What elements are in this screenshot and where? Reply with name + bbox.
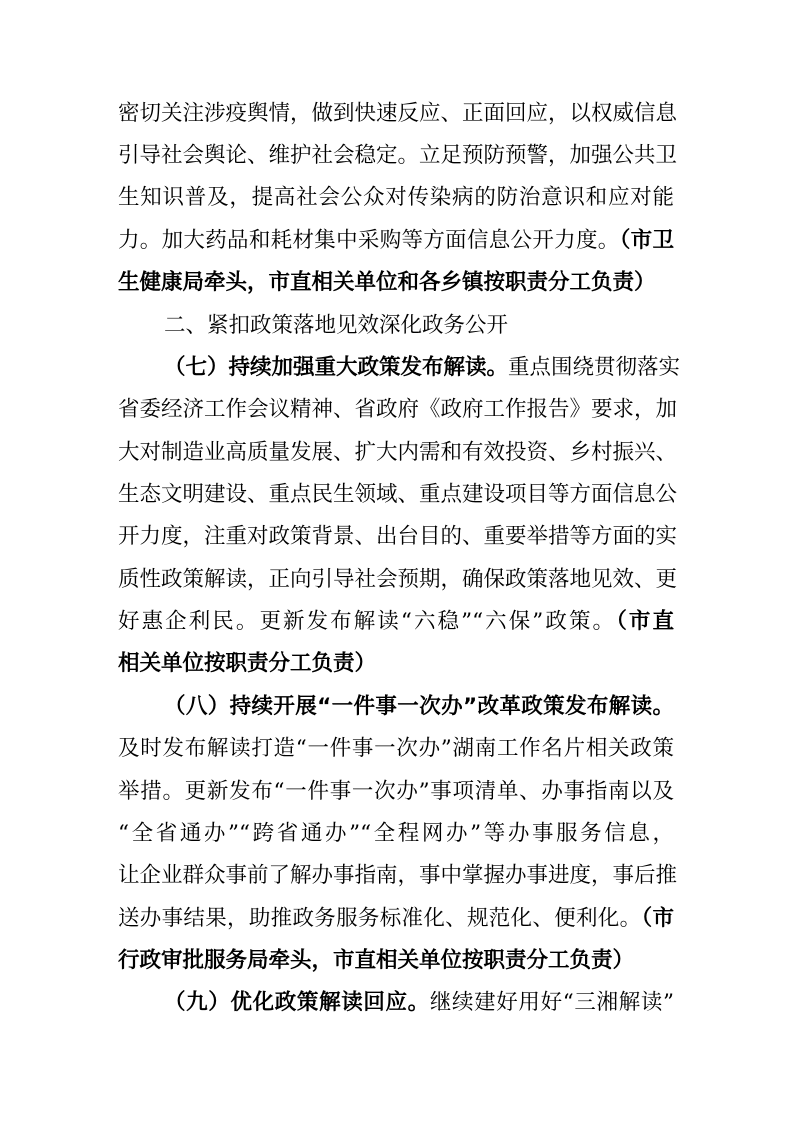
text-line — [164, 355, 681, 381]
text-segment: 生知识普及，提高社会公众对传染病的防治意识和应对能 — [118, 185, 674, 210]
text-segment: 二、紧扣政策落地见效深化政务公开 — [164, 313, 509, 338]
text-line — [118, 779, 674, 805]
text-segment: 力。加大药品和耗材集中采购等方面信息公开力度。 — [118, 228, 620, 253]
text-segment: 开力度，注重对政策背景、出台目的、重要举措等方面的实 — [118, 524, 678, 549]
text-segment-bold: （市 — [641, 906, 674, 931]
text-segment: 让企业群众事前了解办事指南，事中掌握办事进度，事后推 — [118, 863, 678, 888]
text-segment: “全省通办”“跨省通办”“全程网办”等办事服务信息， — [118, 821, 674, 846]
text-line — [118, 440, 678, 466]
text-line — [118, 143, 678, 169]
text-segment: 引导社会舆论、维护社会稳定。立足预防预警，加强公共卫 — [118, 143, 678, 168]
text-line — [118, 482, 678, 508]
text-line — [118, 863, 678, 889]
text-segment-bold: （市卫 — [619, 228, 674, 253]
text-line — [118, 609, 674, 635]
text-segment: 生态文明建设、重点民生领域、重点建设项目等方面信息公 — [118, 482, 678, 507]
text-segment: 省委经济工作会议精神、省政府《政府工作报告》要求，加 — [118, 397, 678, 422]
text-segment: 质性政策解读，正向引导社会预期，确保政策落地见效、更 — [118, 567, 678, 592]
text-line — [118, 228, 674, 254]
text-line — [118, 101, 678, 127]
text-line — [118, 906, 674, 932]
text-segment: 好惠企利民。更新发布解读“六稳”“六保”政策。 — [118, 609, 617, 634]
text-segment: 大对制造业高质量发展、扩大内需和有效投资、乡村振兴、 — [118, 440, 678, 465]
text-line — [118, 524, 678, 550]
text-segment: 送办事结果，助推政务服务标准化、规范化、便利化。 — [118, 906, 642, 931]
text-line — [118, 567, 678, 593]
text-line — [164, 990, 674, 1016]
text-segment-bold: （市直 — [616, 609, 674, 634]
section-heading — [164, 313, 793, 339]
text-segment-bold: 相关单位按职责分工负责） — [118, 651, 377, 676]
text-segment-bold: 行政审批服务局牵头，市直相关单位按职责分工负责） — [118, 948, 635, 973]
text-segment-bold: （九）优化政策解读回应。 — [164, 990, 430, 1015]
text-segment: 及时发布解读打造“一件事一次办”湖南工作名片相关政策 — [118, 736, 674, 761]
text-line — [118, 948, 793, 974]
text-line — [118, 185, 674, 211]
text-line — [118, 651, 793, 677]
text-segment-bold: 生健康局牵头，市直相关单位和各乡镇按职责分工负责） — [118, 270, 656, 295]
text-segment: 举措。更新发布“一件事一次办”事项清单、办事指南以及 — [118, 779, 674, 804]
text-segment: 重点围绕贯彻落实 — [508, 355, 681, 380]
text-segment: 继续建好用好“三湘解读” — [429, 990, 674, 1015]
text-line — [118, 736, 674, 762]
text-line — [164, 694, 674, 720]
text-segment-bold: （八）持续开展“一件事一次办”改革政策发布解读。 — [164, 694, 674, 719]
text-segment: 密切关注涉疫舆情，做到快速反应、正面回应，以权威信息 — [118, 101, 678, 126]
text-line — [118, 397, 678, 423]
text-line — [118, 270, 793, 296]
text-line — [118, 821, 674, 847]
text-segment-bold: （七）持续加强重大政策发布解读。 — [164, 355, 509, 380]
